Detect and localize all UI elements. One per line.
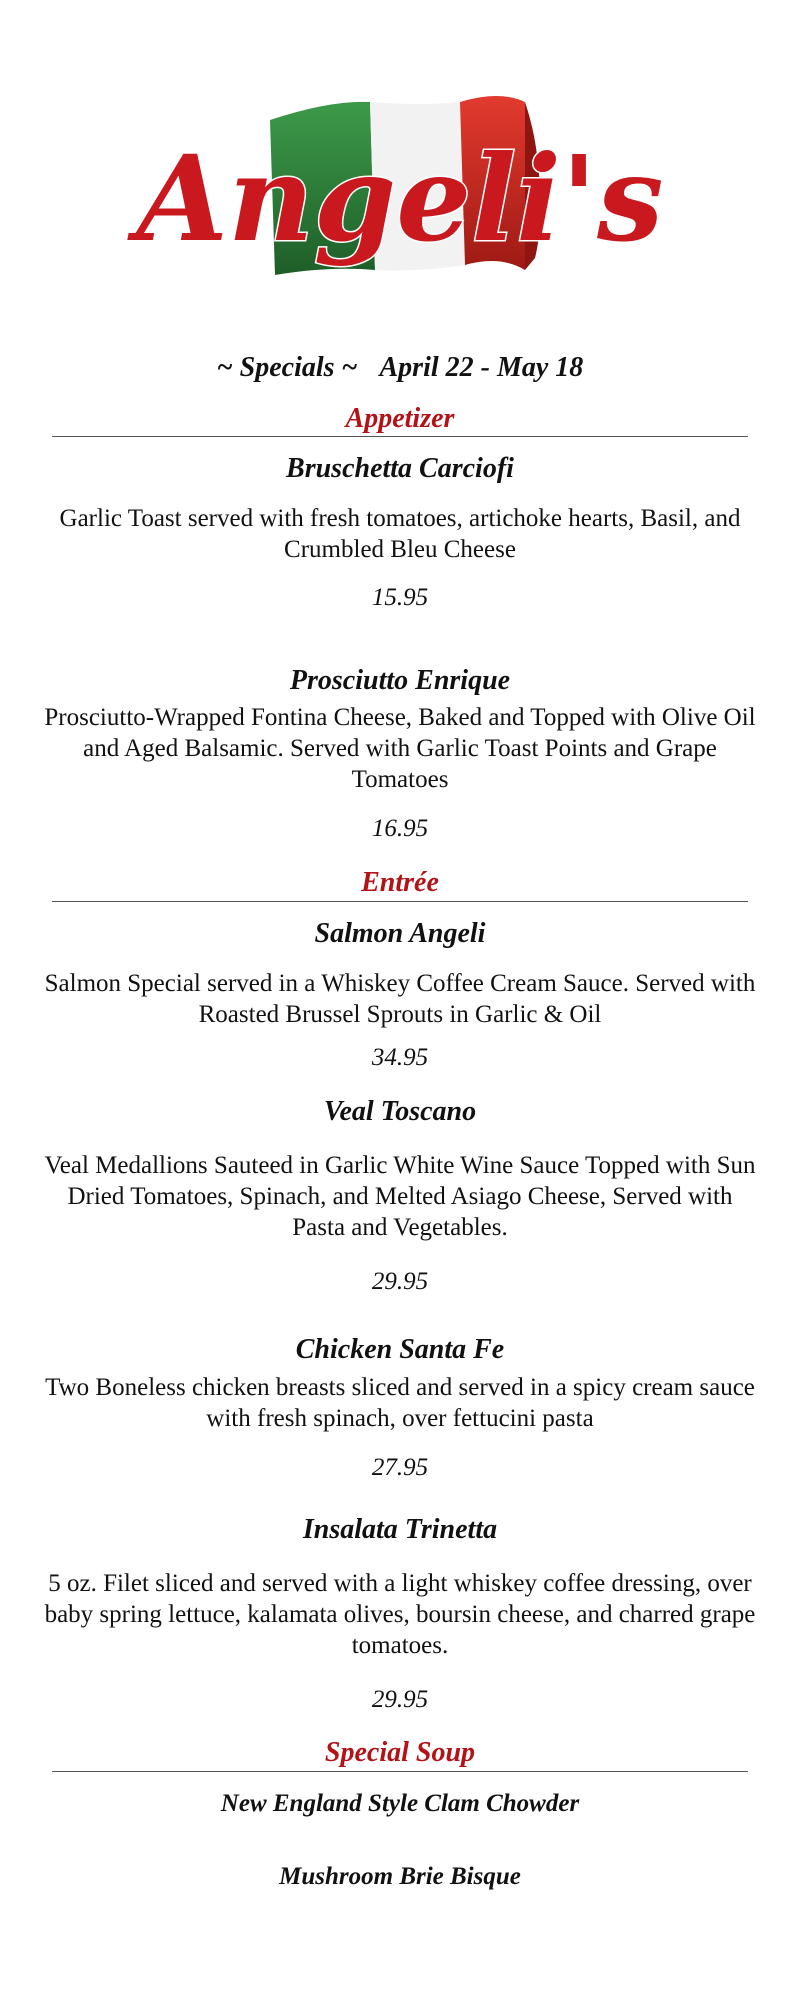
menu-item-name: Insalata Trinetta xyxy=(302,1514,498,1545)
menu-item-description: Garlic Toast served with fresh tomatoes, artichoke hearts, Basil, and Crumbled Bleu Cheese xyxy=(59,505,741,563)
menu-item-price: 27.95 xyxy=(371,1454,429,1481)
specials-label: ~ Specials ~ xyxy=(216,352,358,383)
section-divider xyxy=(52,1771,748,1772)
menu-item-description: Veal Medallions Sauteed in Garlic White Wine Sauce Topped with Sun Dried Tomatoes, Spinach, and Melted Asiago Cheese, Served with Pasta and Vegetables. xyxy=(44,1152,756,1241)
brand-wordmark: Angeli's xyxy=(136,129,664,268)
date-range: April 22 - May 18 xyxy=(379,352,584,383)
menu-item-name: Salmon Angeli xyxy=(314,918,486,949)
menu-item-name: Prosciutto Enrique xyxy=(289,665,511,696)
section-title-appetizer: Appetizer xyxy=(345,403,455,434)
menu-item-name: Bruschetta Carciofi xyxy=(286,453,514,484)
soup-item-name: Mushroom Brie Bisque xyxy=(279,1863,521,1890)
menu-item-name: Veal Toscano xyxy=(323,1096,477,1127)
specials-header xyxy=(0,352,800,384)
section-title-entree: Entrée xyxy=(361,867,439,898)
menu-item-name: Chicken Santa Fe xyxy=(295,1334,505,1365)
menu-item-price: 15.95 xyxy=(371,584,429,611)
section-divider xyxy=(52,436,748,437)
menu-item-price: 34.95 xyxy=(371,1044,429,1071)
menu-item-price: 29.95 xyxy=(371,1686,429,1713)
angelis-logo xyxy=(136,80,664,300)
menu-item-description: 5 oz. Filet sliced and served with a light whiskey coffee dressing, over baby spring lettuce, kalamata olives, boursin cheese, and charred grape tomatoes. xyxy=(44,1570,756,1659)
menu-item-description: Two Boneless chicken breasts sliced and served in a spicy cream sauce with fresh spinach, over fettucini pasta xyxy=(45,1374,755,1432)
soup-item-name: New England Style Clam Chowder xyxy=(220,1790,580,1817)
section-title-soup: Special Soup xyxy=(324,1737,476,1768)
section-divider xyxy=(52,901,748,902)
menu-item-price: 16.95 xyxy=(371,815,429,842)
menu-item-price: 29.95 xyxy=(371,1268,429,1295)
menu-item-description: Prosciutto-Wrapped Fontina Cheese, Baked and Topped with Olive Oil and Aged Balsamic. Served with Garlic Toast Points and Grape Tomatoes xyxy=(44,704,756,793)
italian-flag-logo-icon xyxy=(136,80,664,300)
menu-item-description: Salmon Special served in a Whiskey Coffee Cream Sauce. Served with Roasted Brussel Sprouts in Garlic & Oil xyxy=(44,970,756,1028)
